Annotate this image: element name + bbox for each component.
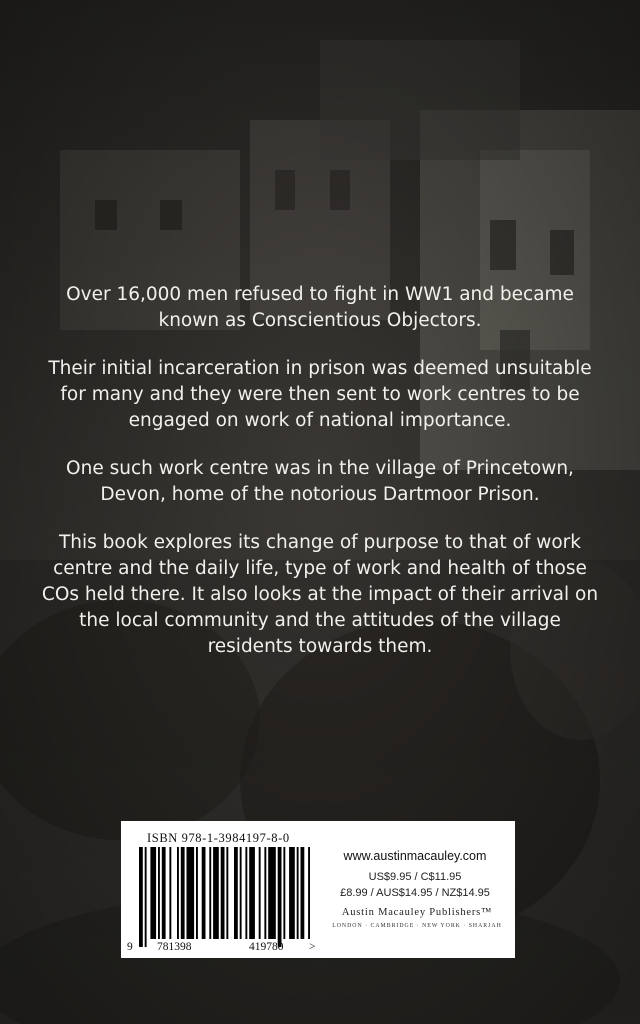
barcode-digits-right: 419780 xyxy=(249,941,284,953)
barcode-bar xyxy=(150,847,156,939)
publisher-name: Austin Macauley Publishers™ xyxy=(341,907,493,918)
barcode-bar xyxy=(308,847,310,939)
barcode-bar xyxy=(187,847,195,939)
barcode-panel xyxy=(121,821,515,958)
barcode-bar xyxy=(301,847,305,939)
barcode-bar xyxy=(177,847,179,939)
blurb-paragraph: One such work centre was in the village of Princetown, Devon, home of the notorious Dartmoor Prison. xyxy=(66,458,574,505)
barcode-bar xyxy=(196,847,198,939)
barcode-bar xyxy=(245,847,247,939)
barcode-bar xyxy=(221,847,225,939)
barcode-bar xyxy=(226,847,228,939)
barcode-bar xyxy=(297,847,299,939)
barcode-digit-prefix: 9 xyxy=(127,941,133,953)
barcode-bar xyxy=(240,847,242,939)
barcode-bar xyxy=(234,847,238,939)
blurb-paragraph: Their initial incarceration in prison was deemed unsuitable for many and they were then sent to work centres to be engaged on work of national importance. xyxy=(48,358,592,431)
publisher-cities: LONDON · CAMBRIDGE · NEW YORK · SHARJAH xyxy=(332,923,502,929)
isbn-label: ISBN 978-1-3984197-8-0 xyxy=(147,831,290,845)
barcode-bar xyxy=(268,847,276,939)
barcode-bar xyxy=(202,847,206,939)
price-line-2: £8.99 / AUS$14.95 / NZ$14.95 xyxy=(340,887,490,899)
blurb-paragraph: Over 16,000 men refused to fight in WW1 and became known as Conscientious Objectors. xyxy=(66,284,574,331)
barcode-bar xyxy=(264,847,266,939)
barcode-bar xyxy=(145,847,147,947)
back-cover-blurb xyxy=(40,282,600,682)
blurb-paragraph: This book explores its change of purpose to that of work centre and the daily life, type of work and health of those COs held there. It also looks at the impact of their arrival on the local community and the attitudes of the village residents towards them. xyxy=(41,532,599,657)
barcode-bar xyxy=(289,847,295,939)
barcode-bar xyxy=(209,847,211,939)
barcode-bar xyxy=(259,847,261,939)
barcode-quiet-zone-mark: > xyxy=(309,941,316,953)
price-line-1: US$9.95 / C$11.95 xyxy=(368,871,462,883)
barcode-bar xyxy=(249,847,255,939)
barcode-bar xyxy=(162,847,166,939)
barcode-bar xyxy=(139,847,143,947)
barcode-bar xyxy=(213,847,219,939)
barcode-bar xyxy=(278,847,282,947)
barcode-bar xyxy=(283,847,285,939)
publisher-website: www.austinmacauley.com xyxy=(343,849,487,863)
barcode xyxy=(121,821,321,958)
barcode-bar xyxy=(169,847,171,939)
barcode-bar xyxy=(181,847,185,939)
barcode-digits-left: 781398 xyxy=(157,941,192,953)
barcode-bar xyxy=(158,847,160,939)
